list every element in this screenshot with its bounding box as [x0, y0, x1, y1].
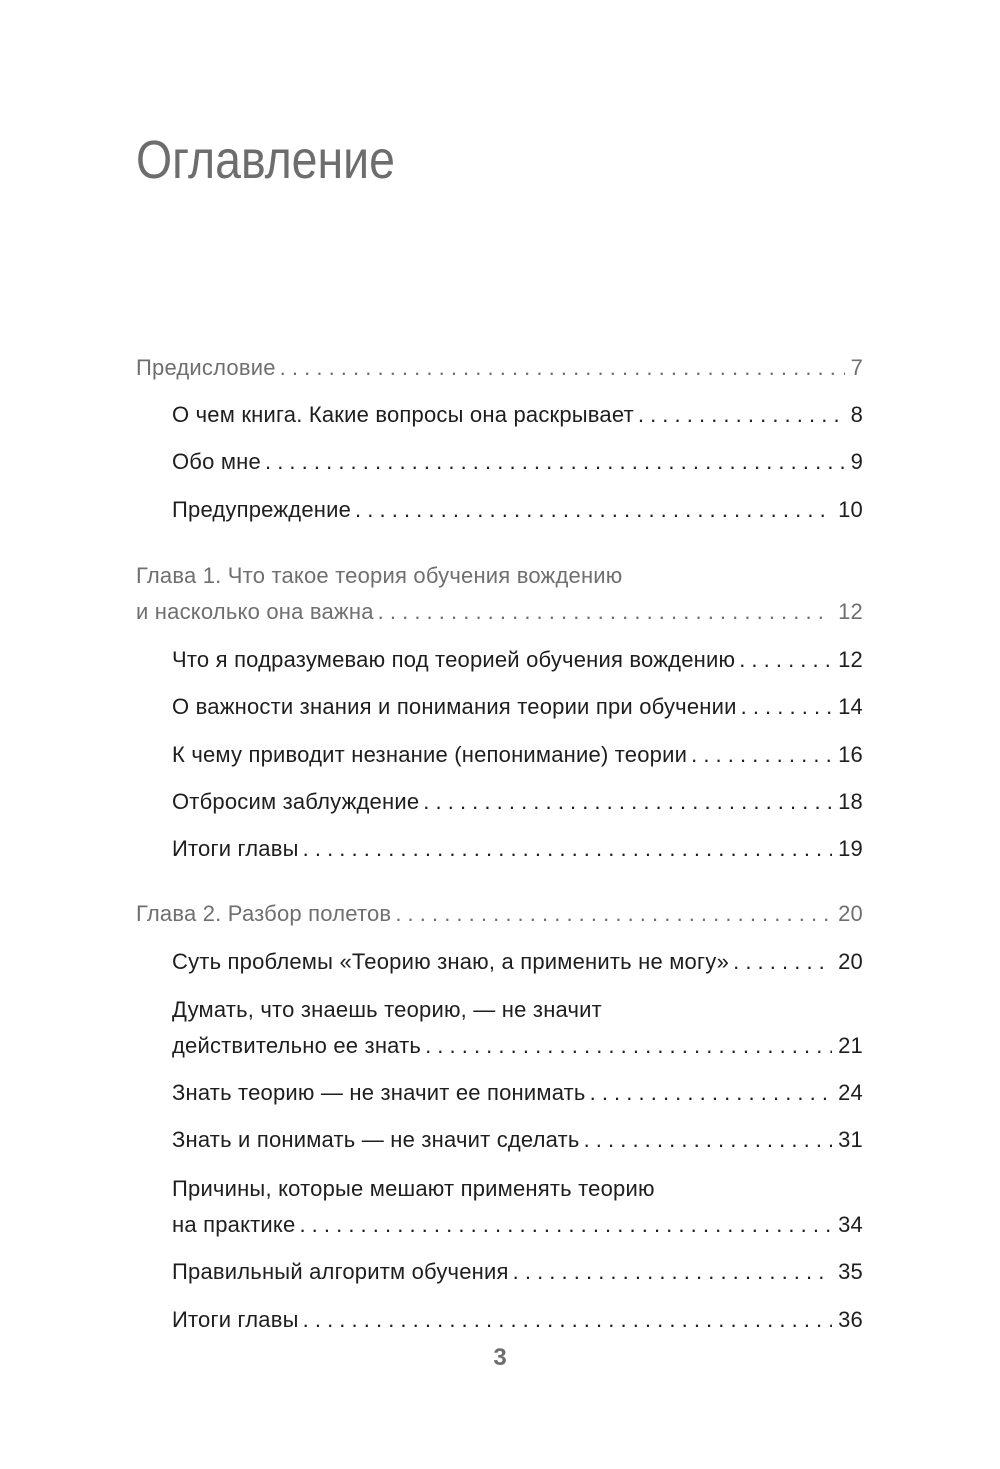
- toc-entry-page-number: 19: [838, 836, 863, 861]
- toc-entry-page-number: 8: [850, 402, 863, 427]
- toc-entry-row: [136, 350, 863, 386]
- toc-subsection-entry[interactable]: [172, 1171, 863, 1243]
- toc-subsection-entry[interactable]: [172, 737, 863, 773]
- toc-entry-page-number: 24: [838, 1080, 863, 1105]
- dot-leader: [741, 689, 833, 725]
- toc-entry-page-number: 18: [838, 789, 863, 814]
- toc-entry-title: Отбросим заблуждение: [172, 789, 420, 814]
- toc-entry-title-line: Думать, что знаешь теорию, — не значит: [172, 997, 602, 1022]
- toc-entry-title: Знать и понимать — не значит сделать: [172, 1127, 580, 1152]
- toc-subsection-entry[interactable]: [172, 397, 863, 433]
- toc-entry-page-number: 31: [838, 1127, 863, 1152]
- toc-entry-page-number: 14: [838, 694, 863, 719]
- page-title: Оглавление: [136, 130, 395, 190]
- toc-chapter-entry[interactable]: [136, 350, 863, 386]
- toc-entry-page-number: 36: [838, 1307, 863, 1332]
- dot-leader: [691, 737, 832, 773]
- toc-entry-title: Правильный алгоритм обучения: [172, 1259, 509, 1284]
- toc-entry-title: О важности знания и понимания теории при обучении: [172, 694, 737, 719]
- toc-entry-row: [172, 1028, 863, 1064]
- dot-leader: [378, 594, 832, 630]
- dot-leader: [739, 642, 832, 678]
- toc-subsection-entry[interactable]: [172, 492, 863, 528]
- toc-entry-title: и насколько она важна: [136, 599, 374, 624]
- dot-leader: [355, 492, 832, 528]
- toc-entry-page-number: 20: [838, 949, 863, 974]
- dot-leader: [733, 944, 832, 980]
- dot-leader: [303, 831, 833, 867]
- toc-entry-row: [172, 1075, 863, 1111]
- toc-entry-title: действительно ее знать: [172, 1033, 422, 1058]
- toc-subsection-entry[interactable]: [172, 1254, 863, 1290]
- toc-subsection-entry[interactable]: [172, 992, 863, 1064]
- toc-entry-page-number: 12: [838, 647, 863, 672]
- toc-subsection-entry[interactable]: [172, 831, 863, 867]
- toc-entry-row: [136, 594, 863, 630]
- toc-entry-row: [136, 896, 863, 932]
- toc-entry-page-number: 35: [838, 1259, 863, 1284]
- toc-subsection-entry[interactable]: [172, 1122, 863, 1158]
- toc-entry-row: [172, 689, 863, 725]
- toc-entry-page-number: 12: [838, 599, 863, 624]
- toc-entry-title: Что я подразумеваю под теорией обучения вождению: [172, 647, 736, 672]
- dot-leader: [638, 397, 845, 433]
- dot-leader: [303, 1302, 833, 1338]
- dot-leader: [584, 1122, 833, 1158]
- toc-entry-page-number: 10: [838, 497, 863, 522]
- toc-entry-title: Предупреждение: [172, 497, 352, 522]
- toc-entry-row: [172, 1122, 863, 1158]
- toc-entry-title: Итоги главы: [172, 1307, 299, 1332]
- toc-entry-row: [172, 1254, 863, 1290]
- toc-entry-page-number: 34: [838, 1212, 863, 1237]
- toc-entry-row: [172, 737, 863, 773]
- toc-subsection-entry[interactable]: [172, 642, 863, 678]
- dot-leader: [299, 1207, 832, 1243]
- toc-entry-row: [172, 492, 863, 528]
- toc-entry-row: [172, 1207, 863, 1243]
- dot-leader: [265, 444, 845, 480]
- toc-entry-title: О чем книга. Какие вопросы она раскрывает: [172, 402, 634, 427]
- toc-entry-page-number: 7: [850, 355, 863, 380]
- toc-entry-title: на практике: [172, 1212, 296, 1237]
- toc-entry-row: [172, 397, 863, 433]
- dot-leader: [425, 1028, 832, 1064]
- toc-subsection-entry[interactable]: [172, 784, 863, 820]
- toc-entry-row: [172, 642, 863, 678]
- toc-entry-page-number: 16: [838, 742, 863, 767]
- toc-entry-title: Знать теорию — не значит ее понимать: [172, 1080, 586, 1105]
- toc-entry-row: [172, 1302, 863, 1338]
- dot-leader: [513, 1254, 833, 1290]
- toc-entry-title: Глава 2. Разбор полетов: [136, 901, 392, 926]
- toc-subsection-entry[interactable]: [172, 1302, 863, 1338]
- toc-entry-title: К чему приводит незнание (непонимание) теории: [172, 742, 688, 767]
- toc-subsection-entry[interactable]: [172, 944, 863, 980]
- toc-entry-page-number: 9: [850, 449, 863, 474]
- toc-entry-row: [172, 444, 863, 480]
- toc-subsection-entry[interactable]: [172, 1075, 863, 1111]
- page-number: 3: [493, 1344, 507, 1371]
- toc-entry-title: Суть проблемы «Теорию знаю, а применить не могу»: [172, 949, 730, 974]
- toc-entry-row: [172, 784, 863, 820]
- toc-entry-page-number: 20: [838, 901, 863, 926]
- toc-subsection-entry[interactable]: [172, 689, 863, 725]
- toc-entry-title-line: Причины, которые мешают применять теорию: [172, 1176, 655, 1201]
- toc-entry-row: [172, 831, 863, 867]
- toc-chapter-entry[interactable]: [136, 896, 863, 932]
- toc-entry-title-line: Глава 1. Что такое теория обучения вождению: [136, 563, 623, 588]
- toc-entry-title: Итоги главы: [172, 836, 299, 861]
- toc-entry-page-number: 21: [838, 1033, 863, 1058]
- dot-leader: [395, 896, 832, 932]
- toc-entry-title: Обо мне: [172, 449, 261, 474]
- toc-entry-title: Предисловие: [136, 355, 276, 380]
- dot-leader: [280, 350, 845, 386]
- dot-leader: [423, 784, 832, 820]
- dot-leader: [590, 1075, 833, 1111]
- toc-subsection-entry[interactable]: [172, 444, 863, 480]
- toc-entry-row: [172, 944, 863, 980]
- toc-chapter-entry[interactable]: [136, 558, 863, 630]
